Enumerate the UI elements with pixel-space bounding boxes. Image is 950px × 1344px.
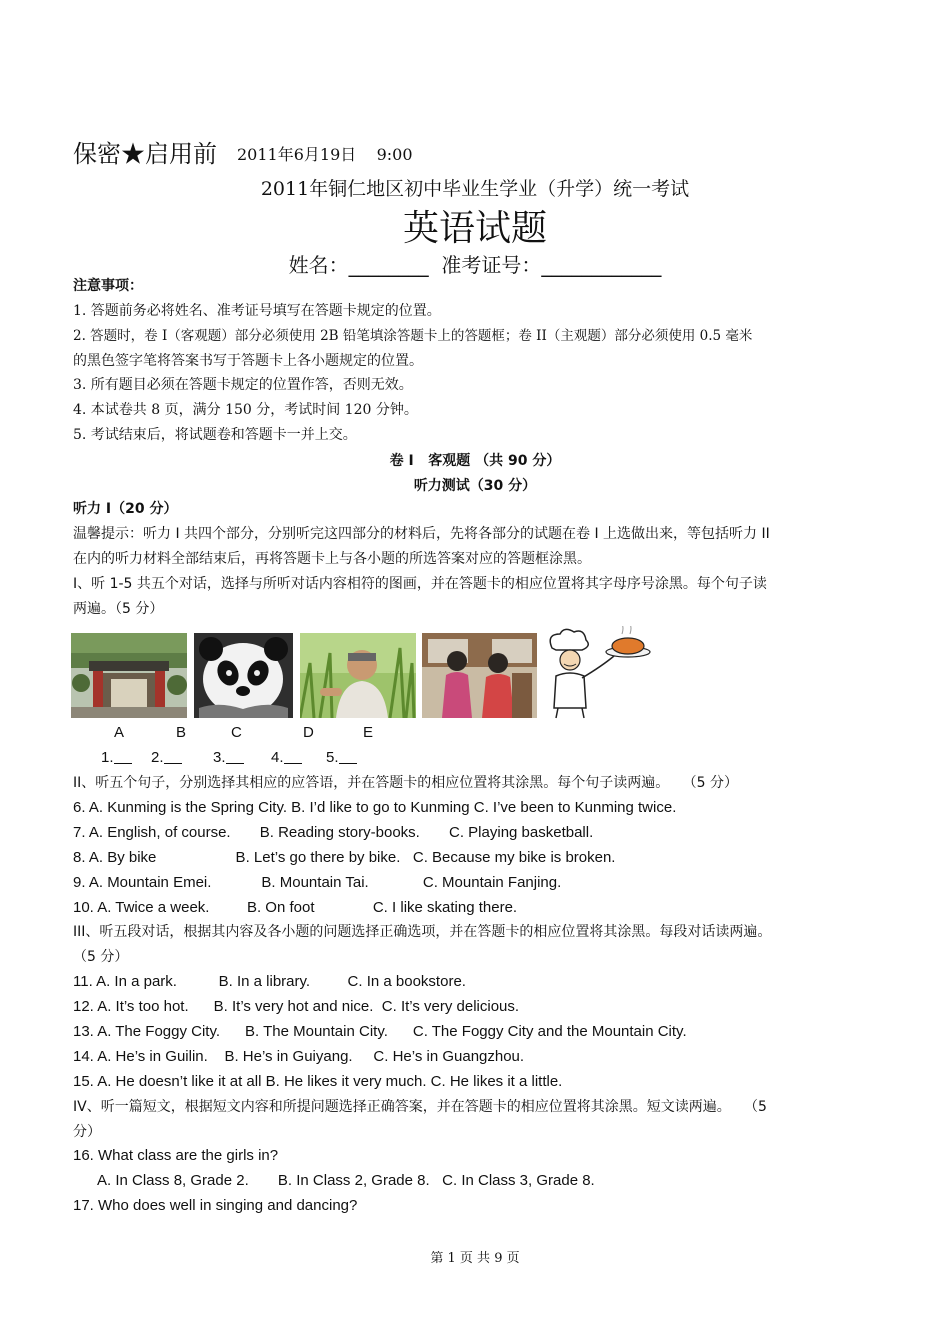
answer-blank-2: 2. [151, 749, 182, 766]
exam-title: 2011年铜仁地区初中毕业生学业（升学）统一考试 [260, 178, 690, 200]
id-label: 准考证号： [441, 253, 542, 277]
note-item: 4. 本试卷共 8 页，满分 150 分，考试时间 120 分钟。 [73, 402, 418, 418]
part3-title: （5 分） [73, 949, 129, 965]
question-line: 8. A. By bike B. Let’s go there by bike. C. Because my bike is broken. [73, 849, 616, 866]
paper-title: 卷 I 客观题 （共 90 分） [389, 453, 561, 469]
question-line: 14. A. He’s in Guilin. B. He’s in Guiyang. C. He’s in Guangzhou. [73, 1048, 525, 1065]
listening-title: 听力测试（30 分） [413, 478, 537, 494]
question-line: 13. A. The Foggy City. B. The Mountain City. C. The Foggy City and the Mountain City. [73, 1023, 687, 1040]
question-1-instruction: 两遍。（5 分） [73, 601, 164, 617]
question-options: A. In Class 8, Grade 2. B. In Class 2, Grade 8. C. In Class 3, Grade 8. [97, 1172, 595, 1189]
question-line: 16. What class are the girls in? [73, 1147, 279, 1164]
picture-letter: B [176, 724, 187, 741]
question-line: 7. A. English, of course. B. Reading story-books. C. Playing basketball. [73, 824, 594, 841]
notes-heading: 注意事项： [73, 278, 143, 294]
name-blank: ________ [348, 253, 429, 277]
picture-letter: C [231, 724, 242, 741]
note-item: 1. 答题前务必将姓名、准考证号填写在答题卡规定的位置。 [73, 303, 441, 319]
answer-blank-5: 5. [326, 749, 357, 766]
note-item: 3. 所有题目必须在答题卡规定的位置作答，否则无效。 [73, 377, 413, 393]
answer-blank-3: 3. [213, 749, 244, 766]
part3-title: III、听五段对话，根据其内容及各小题的问题选择正确选项，并在答题卡的相应位置将其涂黑。每段对话读两遍。 [73, 924, 772, 940]
part4-title: 分） [73, 1124, 101, 1140]
chef-drawing-icon [542, 626, 652, 720]
confidential-label: 保密★启用前 [73, 140, 217, 168]
question-line: 10. A. Twice a week. B. On foot C. I like skating there. [73, 899, 518, 916]
picture-letter: E [363, 724, 374, 741]
part2-title: II、听五个句子，分别选择其相应的应答语，并在答题卡的相应位置将其涂黑。每个句子读两遍。 （5 分） [73, 775, 738, 791]
page-number: 第 1 页 共 9 页 [430, 1251, 520, 1266]
question-line: 15. A. He doesn’t like it at all B. He likes it very much. C. He likes it a little. [73, 1073, 563, 1090]
girls-photo-icon [422, 633, 537, 718]
question-1-instruction: I、听 1-5 共五个对话，选择与所听对话内容相符的图画，并在答题卡的相应位置将其字母序号涂黑。每个句子读 [73, 576, 767, 592]
note-item: 2. 答题时，卷 I（客观题）部分必须使用 2B 铅笔填涂答题卡上的答题框；卷 II（主观题）部分必须使用 0.5 毫米 [73, 328, 753, 344]
question-line: 12. A. It’s too hot. B. It’s very hot and nice. C. It’s very delicious. [73, 998, 520, 1015]
note-item: 的黑色签字笔将答案书写于答题卡上各小题规定的位置。 [73, 353, 423, 369]
question-line: 17. Who does well in singing and dancing? [73, 1197, 358, 1214]
question-line: 9. A. Mountain Emei. B. Mountain Tai. C. Mountain Fanjing. [73, 874, 562, 891]
answer-blank-1: 1. [101, 749, 132, 766]
note-item: 5. 考试结束后，将试题卷和答题卡一并上交。 [73, 427, 357, 443]
part4-title: IV、听一篇短文，根据短文内容和所提问题选择正确答案，并在答题卡的相应位置将其涂黑。短文读两遍。 （5 [73, 1099, 767, 1115]
tip-line: 在内的听力材料全部结束后，再将答题卡上与各小题的所选答案对应的答题框涂黑。 [73, 551, 591, 567]
question-line: 11. A. In a park. B. In a library. C. In a bookstore. [73, 973, 466, 990]
picture-letter: A [114, 724, 125, 741]
exam-datetime: 2011年6月19日 9:00 [237, 145, 413, 164]
tip-line: 温馨提示：听力 I 共四个部分，分别听完这四部分的材料后，先将各部分的试题在卷 I 上选做出来，等包括听力 II [73, 526, 770, 542]
name-label: 姓名： [288, 253, 349, 277]
question-line: 6. A. Kunming is the Spring City. B. I’d like to go to Kunming C. I’ve been to Kunming twice. [73, 799, 677, 816]
picture-letter: D [303, 724, 314, 741]
farmer-photo-icon [300, 633, 416, 718]
panda-photo-icon [194, 633, 293, 718]
id-blank: ____________ [541, 253, 662, 277]
part1-title: 听力 I（20 分） [73, 501, 178, 517]
answer-blank-4: 4. [271, 749, 302, 766]
subject-title: 英语试题 [402, 208, 547, 249]
candidate-info-row [0, 249, 950, 278]
gate-photo-icon [71, 633, 187, 718]
